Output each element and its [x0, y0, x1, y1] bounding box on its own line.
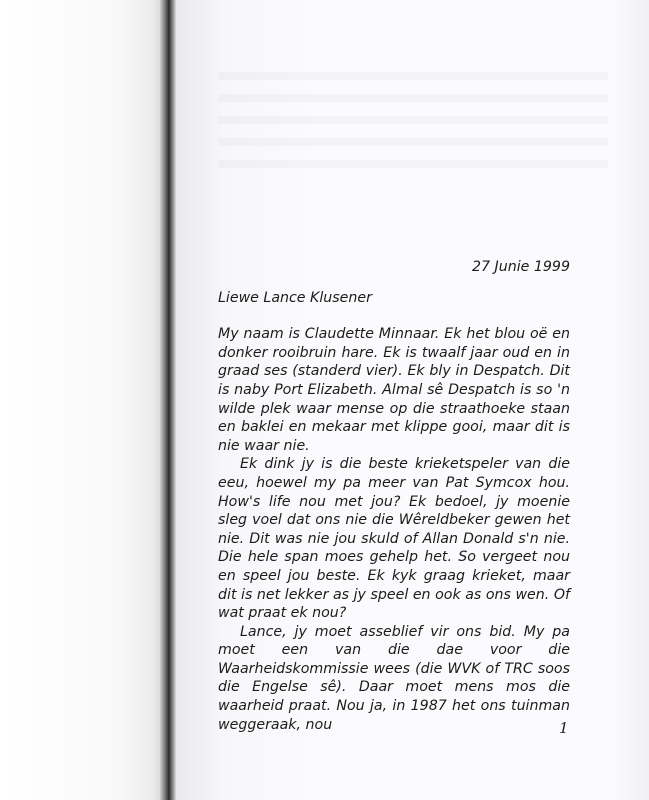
letter-body [218, 258, 570, 734]
letter-salutation: Liewe Lance Klusener [218, 289, 372, 306]
letter-paragraph-2: Ek dink jy is die beste krieketspeler van die eeu, hoewel my pa meer van Pat Symcox hou. How's life nou met jou? Ek bedoel, jy moenie sleg voel dat ons nie die Wêreldbeker gewen het nie. Dit was nie jou skuld of Allan Donald s'n nie. Die hele span moes gehelp het. So vergeet nou en speel jou beste. Ek kyk graag krieket, maar dit is net lekker as jy speel en ook as ons wen. Of wat praat ek nou? [218, 456, 570, 622]
show-through-text [218, 72, 608, 172]
letter-paragraph-1: My naam is Claudette Minnaar. Ek het blou oë en donker rooibruin hare. Ek is twaalf jaar oud en in graad ses (standerd vier). Ek bly in Despatch. Dit is naby Port Elizabeth. Almal sê Despatch is so 'n wilde plek waar mense op die straathoeke staan en baklei en mekaar met klippe gooi, maar dit is nie waar nie. [218, 326, 570, 454]
page-number: 1 [559, 719, 569, 737]
letter-paragraph-3: Lance, jy moet asseblief vir ons bid. My pa moet een van die dae voor die Waarheidskommissie wees (die WVK of TRC soos die Engelse sê). Daar moet mens mos die waarheid praat. Nou ja, in 1987 het ons tuinman weggeraak, nou [218, 623, 570, 733]
left-page [0, 0, 166, 800]
book-spine [160, 0, 176, 800]
letter-date: 27 Junie 1999 [471, 259, 570, 275]
